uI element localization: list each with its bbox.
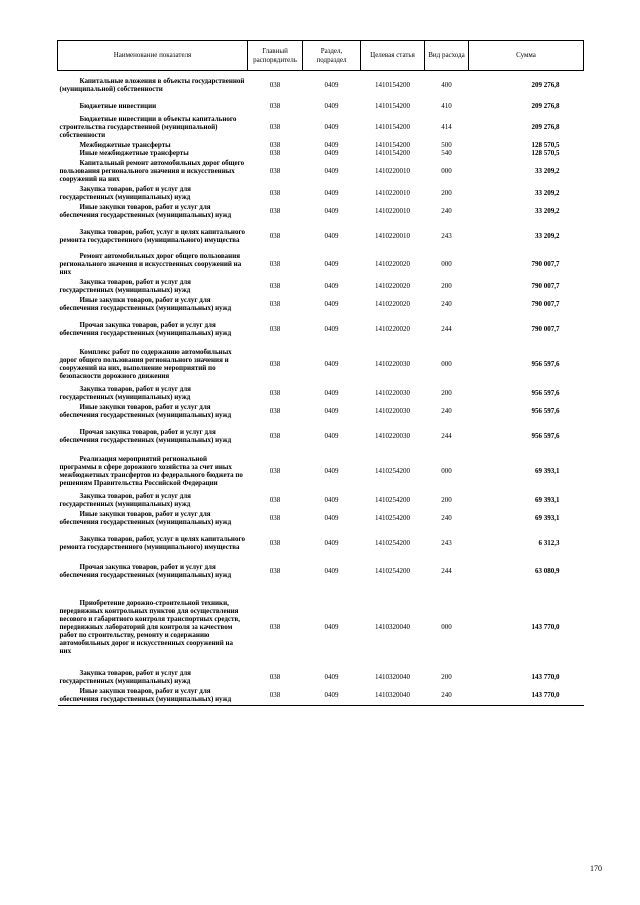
- cell-razdel: 0409: [324, 140, 339, 149]
- cell-razdel: 0409: [324, 188, 339, 197]
- cell-sum: 128 570,5: [531, 148, 560, 157]
- cell-name: [58, 450, 248, 492]
- cell-name: [58, 529, 248, 557]
- cell-sum: 33 209,2: [535, 188, 560, 197]
- cell-sum: 956 597,6: [531, 359, 560, 368]
- cell-sum: 209 276,8: [531, 101, 560, 110]
- row-name: Закупка товаров, работ и услуг для государственных (муниципальных) нужд: [59, 384, 191, 401]
- cell-sum: 790 007,7: [531, 259, 560, 268]
- cell-razdel: 0409: [324, 300, 339, 308]
- cell-vid: 200: [441, 495, 452, 504]
- cell-name: [58, 508, 248, 529]
- cell-target: 1410154200: [375, 148, 410, 157]
- table-row: [58, 685, 584, 706]
- cell-razdel: 0409: [324, 466, 339, 475]
- cell-name: [58, 149, 248, 157]
- header-name: Наименование показателя: [58, 41, 248, 71]
- cell-vid: 243: [441, 231, 452, 240]
- cell-target: 1410220010: [375, 231, 410, 240]
- cell-name: [58, 201, 248, 222]
- row-name: Иные закупки товаров, работ и услуг для обеспечения государственных (муниципальных) нужд: [59, 203, 232, 219]
- cell-sum: 790 007,7: [531, 300, 560, 308]
- cell-vid: 410: [441, 101, 452, 110]
- cell-target: 1410154200: [375, 101, 410, 110]
- cell-razdel: 0409: [324, 514, 339, 522]
- cell-name: [58, 278, 248, 294]
- row-name: Прочая закупка товаров, работ и услуг для обеспечения государственных (муниципальных) нужд: [59, 562, 232, 579]
- cell-razdel: 0409: [324, 281, 339, 290]
- cell-vid: 000: [441, 259, 452, 268]
- cell-name: [58, 585, 248, 669]
- row-name: Закупка товаров, работ и услуг для государственных (муниципальных) нужд: [59, 491, 191, 508]
- cell-sum: 63 080,9: [535, 566, 560, 575]
- cell-name: [58, 250, 248, 278]
- table-row: [58, 450, 584, 492]
- cell-vid: 000: [441, 359, 452, 368]
- table-row: [58, 157, 584, 185]
- cell-name: [58, 294, 248, 315]
- cell-glav: 038: [269, 388, 281, 397]
- cell-razdel: 0409: [324, 207, 339, 215]
- cell-vid: 240: [441, 300, 452, 308]
- cell-name: [58, 422, 248, 450]
- cell-target: 1410320040: [375, 622, 410, 631]
- table-row: [58, 222, 584, 250]
- cell-target: 1410220020: [375, 300, 410, 308]
- cell-name: [58, 492, 248, 508]
- table-row: [58, 557, 584, 585]
- row-name: Иные закупки товаров, работ и услуг для обеспечения государственных (муниципальных) нужд: [59, 510, 232, 526]
- table-row: [58, 508, 584, 529]
- cell-razdel: 0409: [324, 359, 339, 368]
- cell-name: [58, 669, 248, 685]
- cell-target: 1410220030: [375, 407, 410, 415]
- row-name: Капитальные вложения в объекты государственной (муниципальной) собственности: [59, 76, 245, 93]
- cell-sum: 69 393,1: [535, 495, 560, 504]
- row-name: Закупка товаров, работ и услуг для государственных (муниципальных) нужд: [59, 184, 191, 201]
- cell-target: 1410254200: [375, 514, 410, 522]
- cell-vid: 200: [441, 281, 452, 290]
- row-name: Комплекс работ по содержанию автомобильных дорог общего пользования регионального значения и сооружений на них, выполнение мероприятий по безопасности дорожного движения: [59, 347, 232, 380]
- cell-vid: 243: [441, 538, 452, 547]
- cell-glav: 038: [269, 359, 281, 368]
- cell-target: 1410220030: [375, 359, 410, 368]
- page-number: 170: [590, 864, 602, 873]
- cell-target: 1410220020: [375, 259, 410, 268]
- row-name: Иные межбюджетные трансферты: [79, 148, 189, 157]
- cell-vid: 400: [441, 80, 452, 89]
- row-name: Межбюджетные трансферты: [79, 140, 171, 149]
- cell-razdel: 0409: [324, 148, 339, 157]
- cell-target: 1410220010: [375, 207, 410, 215]
- row-name: Иные закупки товаров, работ и услуг для обеспечения государственных (муниципальных) нужд: [59, 403, 232, 419]
- table-row: [58, 585, 584, 669]
- cell-vid: 240: [425, 685, 469, 706]
- row-name: Прочая закупка товаров, работ и услуг для обеспечения государственных (муниципальных) нужд: [59, 320, 232, 337]
- cell-vid: 240: [441, 207, 452, 215]
- cell-name: [58, 99, 248, 113]
- cell-glav: 038: [269, 407, 281, 415]
- cell-name: [58, 385, 248, 401]
- table-row: [58, 492, 584, 508]
- cell-glav: 038: [269, 281, 281, 290]
- table-row: [58, 343, 584, 385]
- cell-vid: 200: [441, 672, 452, 681]
- cell-name: [58, 157, 248, 185]
- cell-glav: 038: [269, 672, 281, 681]
- cell-razdel: 0409: [324, 407, 339, 415]
- cell-razdel: 0409: [324, 538, 339, 547]
- cell-razdel: 0409: [324, 622, 339, 631]
- cell-target: 1410220020: [375, 324, 410, 333]
- budget-table: [57, 40, 584, 706]
- cell-glav: 038: [269, 431, 281, 440]
- table-row: [58, 201, 584, 222]
- cell-vid: 000: [441, 466, 452, 475]
- cell-name: [58, 113, 248, 141]
- cell-sum: 69 393,1: [535, 466, 560, 475]
- table-row: [58, 315, 584, 343]
- cell-glav: 038: [269, 259, 281, 268]
- table-row: [58, 669, 584, 685]
- cell-sum: 143 770,0: [469, 685, 584, 706]
- cell-razdel: 0409: [324, 231, 339, 240]
- header-razdel: Раздел, подраздел: [303, 41, 361, 71]
- table-row: [58, 71, 584, 99]
- cell-target: 1410220010: [375, 166, 410, 175]
- header-target: Целевая статья: [361, 41, 425, 71]
- cell-glav: 038: [269, 188, 281, 197]
- table-row: [58, 385, 584, 401]
- cell-vid: 000: [441, 166, 452, 175]
- row-name: Закупка товаров, работ, услуг в целях капитального ремонта государственного (муниципального) имущества: [59, 227, 245, 244]
- cell-glav: 038: [248, 685, 303, 706]
- cell-razdel: 0409: [324, 324, 339, 333]
- cell-glav: 038: [269, 466, 281, 475]
- row-name: Реализация мероприятий региональной программы в сфере дорожного хозяйства за счет иных межбюджетных трансфертов из федерального бюджета по решениям Правительства Российской Федерации: [59, 454, 243, 487]
- cell-sum: 956 597,6: [531, 431, 560, 440]
- header-glav: Главный распорядитель: [248, 41, 303, 71]
- header-sum: Сумма: [469, 41, 584, 71]
- cell-sum: 6 312,3: [538, 538, 560, 547]
- table-row: [58, 185, 584, 201]
- cell-target: 1410254200: [375, 538, 410, 547]
- cell-target: 1410220010: [375, 188, 410, 197]
- cell-razdel: 0409: [324, 80, 339, 89]
- cell-glav: 038: [269, 166, 281, 175]
- cell-glav: 038: [269, 324, 281, 333]
- cell-target: 1410320040: [375, 672, 410, 681]
- cell-glav: 038: [269, 622, 281, 631]
- cell-razdel: 0409: [324, 672, 339, 681]
- cell-target: 1410154200: [375, 80, 410, 89]
- cell-name: [58, 557, 248, 585]
- table-row: [58, 149, 584, 157]
- cell-name: [58, 315, 248, 343]
- cell-name: [58, 685, 248, 706]
- cell-sum: 143 770,0: [531, 622, 560, 631]
- cell-target: 1410320040: [361, 685, 425, 706]
- cell-glav: 038: [269, 207, 281, 215]
- cell-razdel: 0409: [324, 388, 339, 397]
- header-vid: Вид расхода: [425, 41, 469, 71]
- cell-sum: 790 007,7: [531, 324, 560, 333]
- row-name: Иные закупки товаров, работ и услуг для обеспечения государственных (муниципальных) нужд: [59, 686, 232, 703]
- row-name: Приобретение дорожно-строительной техники, передвижных контрольных пунктов для осуществления весового и габаритного контроля транспортных средств, передвижных лабораторий для контроля за качеством работ по строительству, ремонту и содержанию автомобильных дорог и искусственных сооружений на них: [59, 598, 240, 655]
- cell-razdel: 0409: [324, 495, 339, 504]
- cell-glav: 038: [269, 495, 281, 504]
- cell-target: 1410254200: [375, 495, 410, 504]
- cell-razdel: 0409: [324, 431, 339, 440]
- cell-glav: 038: [269, 300, 281, 308]
- cell-sum: 128 570,5: [531, 140, 560, 149]
- cell-name: [58, 185, 248, 201]
- cell-vid: 240: [441, 514, 452, 522]
- cell-target: 1410220030: [375, 431, 410, 440]
- cell-target: 1410154200: [375, 140, 410, 149]
- row-name: Закупка товаров, работ и услуг для государственных (муниципальных) нужд: [59, 277, 191, 294]
- row-name: Иные закупки товаров, работ и услуг для обеспечения государственных (муниципальных) нужд: [59, 296, 232, 312]
- table-row: [58, 278, 584, 294]
- cell-vid: 244: [441, 324, 452, 333]
- cell-razdel: 0409: [324, 101, 339, 110]
- cell-glav: 038: [269, 101, 281, 110]
- cell-sum: 956 597,6: [531, 407, 560, 415]
- table-row: [58, 141, 584, 149]
- table-header: [58, 41, 584, 71]
- cell-vid: 000: [441, 622, 452, 631]
- table-row: [58, 529, 584, 557]
- cell-vid: 414: [441, 122, 452, 131]
- cell-target: 1410254200: [375, 566, 410, 575]
- cell-vid: 200: [441, 188, 452, 197]
- row-name: Бюджетные инвестиции: [79, 101, 157, 110]
- cell-glav: 038: [269, 122, 281, 131]
- cell-vid: 244: [441, 566, 452, 575]
- cell-glav: 038: [269, 231, 281, 240]
- cell-sum: 790 007,7: [531, 281, 560, 290]
- table-row: [58, 294, 584, 315]
- row-name: Ремонт автомобильных дорог общего пользования регионального значения и искусственных сооружений на них: [59, 251, 242, 276]
- cell-vid: 240: [441, 407, 452, 415]
- cell-razdel: 0409: [324, 259, 339, 268]
- cell-sum: 143 770,0: [531, 672, 560, 681]
- cell-sum: 33 209,2: [535, 231, 560, 240]
- cell-target: 1410220030: [375, 388, 410, 397]
- cell-vid: 500: [441, 140, 452, 149]
- cell-razdel: 0409: [303, 685, 361, 706]
- cell-sum: 33 209,2: [535, 166, 560, 175]
- table-row: [58, 113, 584, 141]
- cell-glav: 038: [269, 566, 281, 575]
- cell-razdel: 0409: [324, 566, 339, 575]
- cell-sum: 956 597,6: [531, 388, 560, 397]
- cell-name: [58, 343, 248, 385]
- cell-glav: 038: [269, 514, 281, 522]
- table-row: [58, 422, 584, 450]
- cell-target: 1410254200: [375, 466, 410, 475]
- row-name: Закупка товаров, работ и услуг для государственных (муниципальных) нужд: [59, 668, 191, 685]
- cell-sum: 209 276,8: [531, 122, 560, 131]
- table-row: [58, 250, 584, 278]
- cell-target: 1410154200: [375, 122, 410, 131]
- cell-name: [58, 222, 248, 250]
- table-body: [58, 71, 584, 706]
- cell-razdel: 0409: [324, 122, 339, 131]
- row-name: Закупка товаров, работ, услуг в целях капитального ремонта государственного (муниципального) имущества: [59, 534, 245, 551]
- cell-glav: 038: [269, 140, 281, 149]
- cell-vid: 540: [441, 148, 452, 157]
- cell-sum: 69 393,1: [535, 514, 560, 522]
- cell-glav: 038: [269, 80, 281, 89]
- table-row: [58, 401, 584, 422]
- cell-sum: 33 209,2: [535, 207, 560, 215]
- row-name: Прочая закупка товаров, работ и услуг для обеспечения государственных (муниципальных) нужд: [59, 427, 232, 444]
- cell-target: 1410220020: [375, 281, 410, 290]
- cell-razdel: 0409: [324, 166, 339, 175]
- cell-sum: 209 276,8: [531, 80, 560, 89]
- cell-name: [58, 71, 248, 99]
- row-name: Бюджетные инвестиции в объекты капитального строительства государственной (муниципальной) собственности: [59, 114, 237, 139]
- cell-vid: 244: [441, 431, 452, 440]
- cell-glav: 038: [269, 148, 281, 157]
- row-name: Капитальный ремонт автомобильных дорог общего пользования регионального значения и искусственных сооружений на них: [59, 158, 245, 183]
- cell-vid: 200: [441, 388, 452, 397]
- table-row: [58, 99, 584, 113]
- cell-name: [58, 401, 248, 422]
- cell-glav: 038: [269, 538, 281, 547]
- cell-name: [58, 141, 248, 149]
